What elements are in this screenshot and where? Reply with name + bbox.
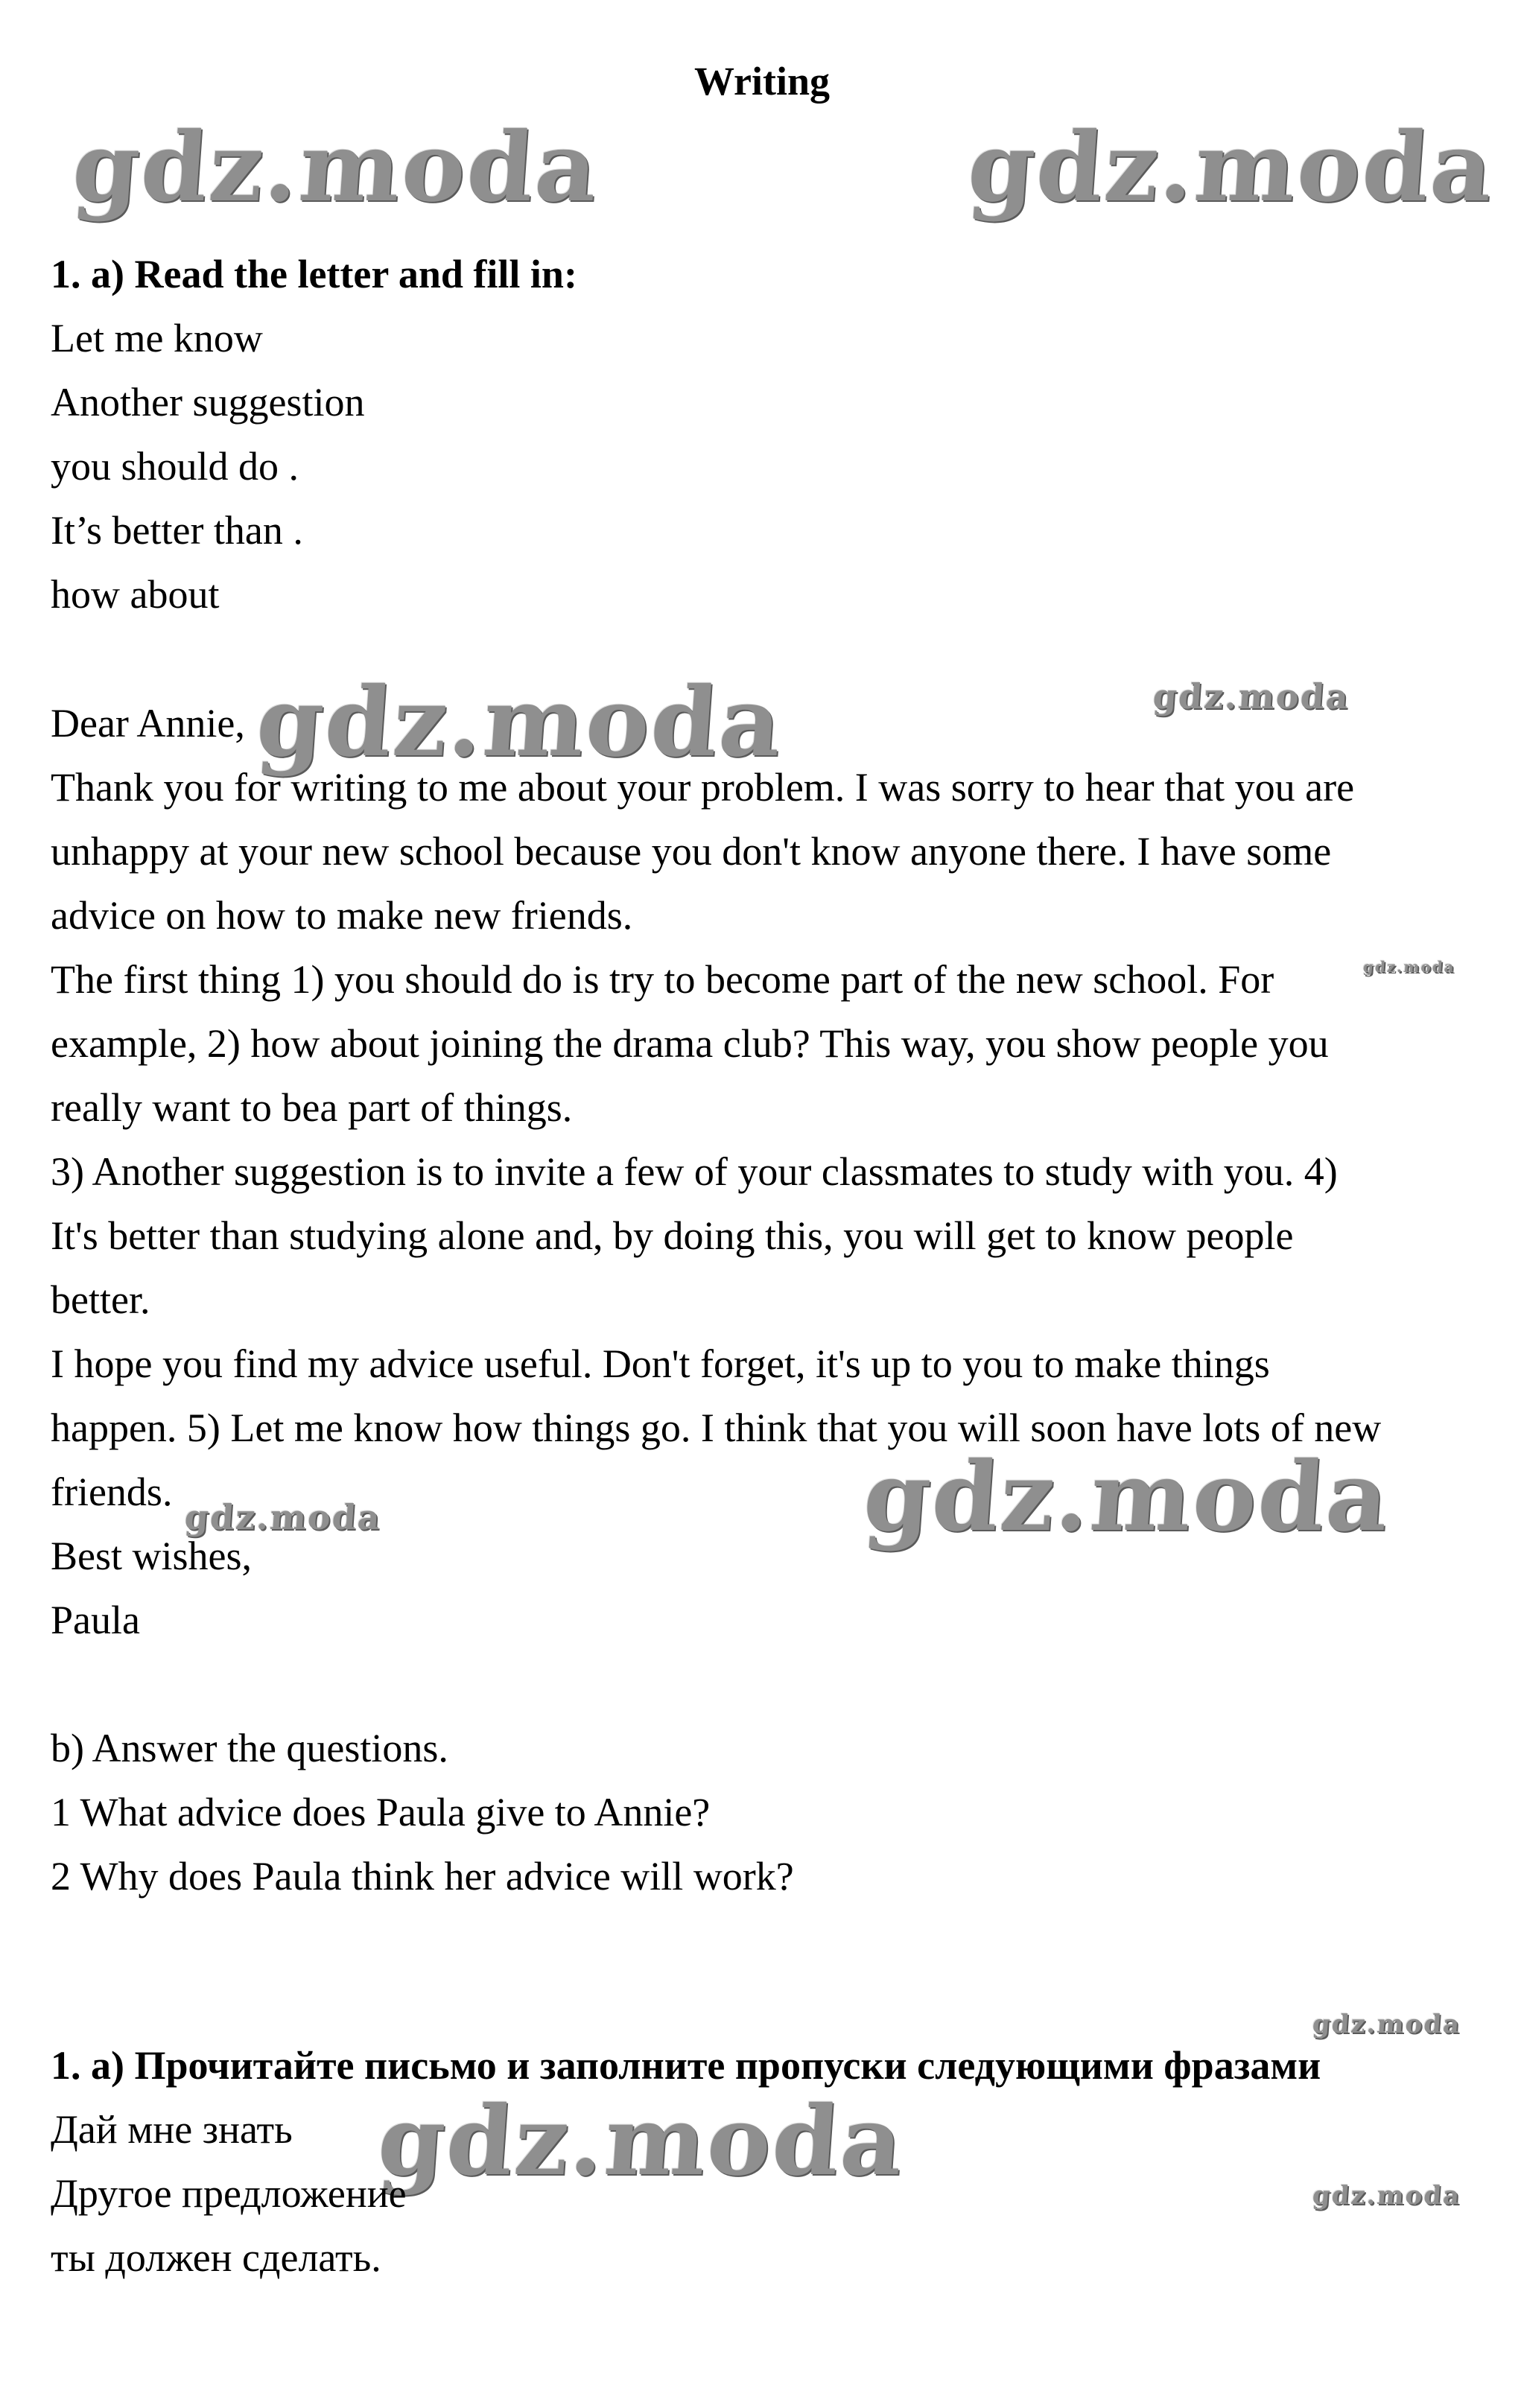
letter-line: unhappy at your new school because you don't know anyone there. I have some: [51, 829, 1332, 874]
letter-line: advice on how to make new friends.: [51, 893, 633, 938]
letter-line: better.: [51, 1277, 150, 1322]
letter-greeting: Dear Annie,: [51, 701, 245, 746]
letter-line: happen. 5) Let me know how things go. I think that you will soon have lots of new: [51, 1405, 1382, 1450]
watermark: gdz.moda: [964, 112, 1498, 223]
letter-line: It's better than studying alone and, by doing this, you will get to know people: [51, 1213, 1294, 1258]
translation-phrase: ты должен сделать.: [51, 2235, 381, 2280]
page-title: Writing: [693, 59, 830, 104]
task-b-heading: b) Answer the questions.: [51, 1726, 448, 1770]
phrase-item: how about: [51, 572, 220, 617]
question-item: 1 What advice does Paula give to Annie?: [51, 1790, 711, 1834]
letter-line: The first thing 1) you should do is try to become part of the new school. For: [51, 957, 1274, 1002]
phrase-item: It’s better than .: [51, 508, 303, 553]
watermark: gdz.moda: [1311, 2181, 1462, 2211]
letter-line: friends.: [51, 1470, 173, 1514]
watermark: gdz.moda: [1152, 676, 1351, 717]
letter-line: 3) Another suggestion is to invite a few of your classmates to study with you. 4): [51, 1149, 1338, 1194]
watermark: gdz.moda: [69, 112, 603, 223]
translation-heading: 1. а) Прочитайте письмо и заполните пропуски следующими фразами: [51, 2043, 1321, 2088]
translation-phrase: Дай мне знать: [51, 2107, 293, 2152]
phrase-item: Another suggestion: [51, 380, 365, 425]
watermark: gdz.moda: [253, 667, 787, 778]
watermark: gdz.moda: [183, 1497, 383, 1537]
letter-line: example, 2) how about joining the drama club? This way, you show people you: [51, 1021, 1329, 1066]
letter-line: Thank you for writing to me about your problem. I was sorry to hear that you are: [51, 765, 1355, 810]
translation-phrase: Другое предложение: [51, 2171, 407, 2216]
phrase-item: Let me know: [51, 316, 263, 360]
watermark: gdz.moda: [1362, 958, 1456, 976]
phrase-item: you should do .: [51, 444, 299, 489]
question-item: 2 Why does Paula think her advice will work?: [51, 1854, 794, 1899]
letter-line: I hope you find my advice useful. Don't forget, it's up to you to make things: [51, 1341, 1270, 1386]
letter-signature: Paula: [51, 1598, 140, 1642]
letter-closing: Best wishes,: [51, 1534, 252, 1578]
watermark: gdz.moda: [1311, 2010, 1462, 2039]
task-a-heading: 1. a) Read the letter and fill in:: [51, 252, 577, 296]
letter-line: really want to bea part of things.: [51, 1085, 573, 1130]
watermark: gdz.moda: [374, 2085, 908, 2197]
watermark: gdz.moda: [860, 1441, 1394, 1553]
